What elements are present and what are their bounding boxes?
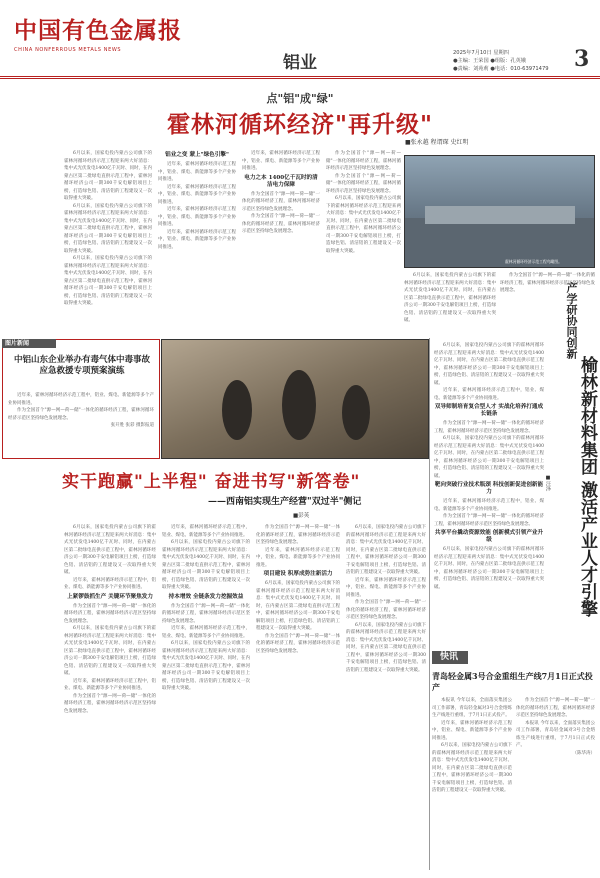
feature-byline: ■彭英 — [293, 513, 310, 519]
feature-paragraph: 6月以来，国家电投内蒙古公司旗下的霍林河循环经济示范工程迎来两大好消息：集中式光伏发电1400亿千瓦时、同时，在内蒙古区第二批绿电直供示范工程中，霍林河循环经济公司一期300千安电解铝项目上榜，打造绿色铝、清洁铝的工程建设又一次取得重大突破。 — [256, 581, 340, 631]
contact-line: ●责编：刘苑莉 ●电话：010-63971479 — [453, 66, 549, 72]
feature-paragraph: 6月以来，国家电投内蒙古公司旗下的霍林河循环经济示范工程迎来两大好消息：集中式光伏发电1400亿千瓦时、同时，在内蒙古区第二批绿电直供示范工程中，霍林河循环经济公司一期300千安电解铝项目上榜，打造绿色铝、清洁铝的工程建设又一次取得重大突破。 — [162, 641, 250, 691]
right-story-paragraph: 6月以来，国家电投内蒙古公司旗下的霍林河循环经济示范工程迎来两大好消息：集中式光伏发电1400亿千瓦时、同时，在内蒙古区第二批绿电直供示范工程中，霍林河循环经济公司一期300千安电解铝项目上榜，打造绿色铝、清洁铝的工程建设又一次取得重大突破。 — [434, 547, 544, 590]
right-story-paragraph: 作为全国首个"源—网—荷—储"一体化的循环经济工程，霍林河循环经济示范区坚持绿色发展理念。 — [434, 514, 544, 527]
lead-column-6 — [500, 272, 595, 334]
feature-subtitle: ——西南铝实现生产经营"双过半"侧记 — [208, 497, 362, 507]
lead-paragraph: 作为全国首个"源—网—荷—储"一体化的循环经济工程，霍林河循环经济示范区坚持绿色发展理念。 — [326, 151, 401, 171]
quick-news-headline: 青岛轻金属3号合金重组生产线7月1日正式投产 — [432, 671, 593, 692]
lead-paragraph: 6月以来，国家电投内蒙古公司旗下的霍林河循环经济示范工程迎来两大好消息：集中式光伏发电1400亿千瓦时、同时，在内蒙古区第二批绿电直供示范工程中，霍林河循环经济公司一期300千安电解铝项目上榜，打造绿色铝、清洁铝的工程建设又一次取得重大突破。 — [404, 273, 496, 323]
lead-paragraph: 近年来，霍林河循环经济示范工程中，铝业、煤电、新能源等多个产业协同推进。 — [158, 207, 236, 227]
side-story-body — [8, 392, 154, 456]
lead-paragraph: 作为全国首个"源—网—荷—储"一体化的循环经济工程，霍林河循环经济示范区坚持绿色发展理念。 — [500, 273, 595, 293]
quick-news-column-1 — [432, 697, 512, 867]
newspaper-name-en: CHINA NONFERROUS METALS NEWS — [14, 47, 122, 53]
feature-paragraph: 作为全国首个"源—网—荷—储"一体化的循环经济工程，霍林河循环经济示范区坚持绿色发展理念。 — [256, 525, 340, 545]
column-rule — [429, 338, 430, 870]
feature-paragraph: 6月以来，国家电投内蒙古公司旗下的霍林河循环经济示范工程迎来两大好消息：集中式光伏发电1400亿千瓦时、同时，在内蒙古区第二批绿电直供示范工程中，霍林河循环经济公司一期300千安电解铝项目上榜，打造绿色铝、清洁铝的工程建设又一次取得重大突破。 — [346, 525, 426, 575]
lead-paragraph: 近年来，霍林河循环经济示范工程中，铝业、煤电、新能源等多个产业协同推进。 — [158, 184, 236, 205]
side-story-paragraph: 作为全国首个"源—网—荷—储"一体化的循环经济工程，霍林河循环经济示范区坚持绿色发展理念。 — [8, 408, 154, 421]
header-divider-2 — [0, 78, 600, 79]
right-story-paragraph: 近年来，霍林河循环经济示范工程中，铝业、煤电、新能源等多个产业协同推进。 — [434, 499, 544, 512]
side-story-title: 中铝山东企业举办有毒气体中毒事故应急救援专项预案演练 — [13, 355, 150, 376]
person-figure — [282, 370, 316, 440]
quick-news-paragraph: 6月以来，国家电投内蒙古公司旗下的霍林河循环经济示范工程迎来两大好消息：集中式光伏发电1400亿千瓦时、同时，在内蒙古区第二批绿电直供示范工程中，霍林河循环经济公司一期300千安电解铝项目上榜，打造绿色铝、清洁铝的工程建设又一次取得重大突破。 — [432, 743, 512, 793]
newspaper-logo — [14, 12, 182, 53]
right-story-kicker: 产学研协同创新 — [565, 282, 578, 359]
quick-news-paragraph: 本报讯 今年以来，全面落实集团公司工作部署，青岛轻金属对3号合金熔炼生产线进行重组，于7月1日正式投产。 — [516, 720, 595, 748]
feature-paragraph: 近年来，霍林河循环经济示范工程中，铝业、煤电、新能源等多个产业协同推进。 — [64, 577, 156, 590]
quick-news-paragraph: 近年来，霍林河循环经济示范工程中，铝业、煤电、新能源等多个产业协同推进。 — [432, 720, 512, 741]
lead-headline: 霍林河循环经济"再升级" — [167, 111, 433, 138]
feature-column-2 — [162, 524, 250, 870]
feature-column-4 — [346, 524, 426, 870]
lead-paragraph: 作为全国首个"源—网—荷—储"一体化的循环经济工程，霍林河循环经济示范区坚持绿色发展理念。 — [242, 214, 320, 234]
lead-paragraph: 6月以来，国家电投内蒙古公司旗下的霍林河循环经济示范工程迎来两大好消息：集中式光伏发电1400亿千瓦时、同时，在内蒙古区第二批绿电直供示范工程中，霍林河循环经济公司一期300千安电解铝项目上榜，打造绿色铝、清洁铝的工程建设又一次取得重大突破。 — [64, 256, 152, 306]
lead-paragraph: 近年来，霍林河循环经济示范工程中，铝业、煤电、新能源等多个产业协同推进。 — [158, 229, 236, 250]
feature-paragraph: 6月以来，国家电投内蒙古公司旗下的霍林河循环经济示范工程迎来两大好消息：集中式光伏发电1400亿千瓦时、同时，在内蒙古区第二批绿电直供示范工程中，霍林河循环经济公司一期300千安电解铝项目上榜，打造绿色铝、清洁铝的工程建设又一次取得重大突破。 — [162, 540, 250, 590]
right-story-subhead: 靶向突破行业技术瓶颈 科技创新促进创新能力 — [434, 482, 544, 495]
lead-paragraph: 近年来，霍林河循环经济示范工程中，铝业、煤电、新能源等多个产业协同推进。 — [158, 162, 236, 182]
lead-column-3 — [242, 150, 320, 332]
feature-column-1 — [64, 524, 156, 870]
issue-date: 2025年7月10日 星期四 — [453, 50, 509, 56]
lead-photo-caption: 霍林河循环经济示范工程鸟瞰图。 — [505, 259, 562, 264]
lead-subhead: 电力之本 1400亿千瓦时的清洁电力保障 — [244, 174, 318, 188]
right-story-subhead: 双导师制培育复合型人才 实战化培养打通成长链条 — [434, 404, 544, 417]
feature-paragraph: 作为全国首个"源—网—荷—储"一体化的循环经济工程，霍林河循环经济示范区坚持绿色发展理念。 — [64, 603, 156, 624]
lead-column-1 — [64, 150, 152, 332]
person-figure — [342, 385, 370, 440]
quick-news-paragraph: 本报讯 今年以来，全面落实集团公司工作部署，青岛轻金属对3号合金熔炼生产线进行重组，于7月1日正式投产。 — [432, 698, 512, 718]
lead-column-5 — [404, 272, 496, 334]
lead-paragraph: 6月以来，国家电投内蒙古公司旗下的霍林河循环经济示范工程迎来两大好消息：集中式光伏发电1400亿千瓦时、同时，在内蒙古区第二批绿电直供示范工程中，霍林河循环经济公司一期300千安电解铝项目上榜，打造绿色铝、清洁铝的工程建设又一次取得重大突破。 — [326, 196, 401, 254]
lead-photo-plant — [425, 206, 575, 224]
right-story-body — [434, 342, 544, 644]
feature-paragraph: 6月以来，国家电投内蒙古公司旗下的霍林河循环经济示范工程迎来两大好消息：集中式光伏发电1400亿千瓦时、同时，在内蒙古区第二批绿电直供示范工程中，霍林河循环经济公司一期300千安电解铝项目上榜，打造绿色铝、清洁铝的工程建设又一次取得重大突破。 — [346, 622, 426, 673]
section-title: 铝业 — [283, 53, 317, 73]
person-figure — [222, 380, 252, 440]
right-story-paragraph: 6月以来，国家电投内蒙古公司旗下的霍林河循环经济示范工程迎来两大好消息：集中式光伏发电1400亿千瓦时、同时，在内蒙古区第二批绿电直供示范工程中，霍林河循环经济公司一期300千安电解铝项目上榜，打造绿色铝、清洁铝的工程建设又一次取得重大突破。 — [434, 436, 544, 479]
lead-column-2 — [158, 150, 236, 332]
right-story-paragraph: 作为全国首个"源—网—荷—储"一体化的循环经济工程，霍林河循环经济示范区坚持绿色发展理念。 — [434, 421, 544, 434]
lead-subhead: 铝业之变 蒙上"绿色引擎" — [165, 152, 229, 158]
right-story-paragraph: 6月以来，国家电投内蒙古公司旗下的霍林河循环经济示范工程迎来两大好消息：集中式光伏发电1400亿千瓦时、同时，在内蒙古区第二批绿电直供示范工程中，霍林河循环经济公司一期300千安电解铝项目上榜，打造绿色铝、清洁铝的工程建设又一次取得重大突破。 — [434, 343, 544, 386]
page-number: 3 — [574, 46, 590, 72]
lead-column-4 — [326, 150, 401, 332]
editor-line: ●主编：王荣国 ●组版：孔英娥 — [453, 58, 526, 64]
feature-paragraph: 近年来，霍林河循环经济示范工程中，铝业、煤电、新能源等多个产业协同推进。 — [64, 678, 156, 691]
lead-photo — [404, 155, 595, 268]
feature-column-3 — [256, 524, 340, 870]
feature-paragraph: 作为全国首个"源—网—荷—储"一体化的循环经济工程，霍林河循环经济示范区坚持绿色发展理念。 — [64, 693, 156, 714]
lead-paragraph: 6月以来，国家电投内蒙古公司旗下的霍林河循环经济示范工程迎来两大好消息：集中式光伏发电1400亿千瓦时、同时，在内蒙古区第二批绿电直供示范工程中，霍林河循环经济公司一期300千安电解铝项目上榜，打造绿色铝、清洁铝的工程建设又一次取得重大突破。 — [64, 203, 152, 254]
feature-headline: 实干跑赢"上半程" 奋进书写"新答卷" — [62, 472, 361, 492]
lead-paragraph: 6月以来，国家电投内蒙古公司旗下的霍林河循环经济示范工程迎来两大好消息：集中式光伏发电1400亿千瓦时、同时，在内蒙古区第二批绿电直供示范工程中，霍林河循环经济公司一期300千安电解铝项目上榜，打造绿色铝、清洁铝的工程建设又一次取得重大突破。 — [64, 151, 152, 201]
right-story-byline: ■汪泽 — [545, 475, 551, 491]
quick-news-paragraph: 作为全国首个"源—网—荷—储"一体化的循环经济工程，霍林河循环经济示范区坚持绿色发展理念。 — [516, 698, 595, 718]
feature-paragraph: 近年来，霍林河循环经济示范工程中，铝业、煤电、新能源等多个产业协同推进。 — [256, 547, 340, 568]
page-info — [453, 49, 549, 73]
feature-subhead: 持本增效 全链条发力挖掘效益 — [168, 593, 244, 600]
right-story-subhead: 共享平台撬动资源效能 创新模式引领产业升级 — [434, 530, 544, 543]
feature-paragraph: 6月以来，国家电投内蒙古公司旗下的霍林河循环经济示范工程迎来两大好消息：集中式光伏发电1400亿千瓦时、同时，在内蒙古区第二批绿电直供示范工程中，霍林河循环经济公司一期300千安电解铝项目上榜，打造绿色铝、清洁铝的工程建设又一次取得重大突破。 — [64, 626, 156, 676]
feature-paragraph: 近年来，霍林河循环经济示范工程中，铝业、煤电、新能源等多个产业协同推进。 — [346, 577, 426, 598]
feature-subhead: 项目建设 积厚成势注新活力 — [263, 571, 333, 577]
drill-photo — [161, 339, 429, 459]
right-story-paragraph: 近年来，霍林河循环经济示范工程中，铝业、煤电、新能源等多个产业协同推进。 — [434, 388, 544, 401]
feature-subhead: 上紧锣鼓抓生产 关键环节聚焦发力 — [67, 593, 153, 600]
feature-paragraph: 近年来，霍林河循环经济示范工程中，铝业、煤电、新能源等多个产业协同推进。 — [162, 525, 250, 538]
feature-paragraph: 作为全国首个"源—网—荷—储"一体化的循环经济工程，霍林河循环经济示范区坚持绿色发展理念。 — [162, 603, 250, 624]
picture-news-tag: 图片新闻 — [2, 339, 56, 348]
quick-news-tag: 快讯 — [432, 651, 468, 664]
feature-paragraph: 作为全国首个"源—网—荷—储"一体化的循环经济工程，霍林河循环经济示范区坚持绿色发展理念。 — [346, 600, 426, 620]
masthead — [0, 0, 600, 73]
side-story-paragraph: 近年来，霍林河循环经济示范工程中，铝业、煤电、新能源等多个产业协同推进。 — [8, 393, 154, 406]
lead-byline: ■张永越 程谓琛 史红明 — [405, 139, 469, 146]
feature-paragraph: 6月以来，国家电投内蒙古公司旗下的霍林河循环经济示范工程迎来两大好消息：集中式光伏发电1400亿千瓦时、同时，在内蒙古区第二批绿电直供示范工程中，霍林河循环经济公司一期300千安电解铝项目上榜，打造绿色铝、清洁铝的工程建设又一次取得重大突破。 — [64, 525, 156, 575]
quick-news-byline: （陈华涛） — [572, 750, 595, 756]
lead-photo-ground — [405, 218, 595, 268]
lead-paragraph: 作为全国首个"源—网—荷—储"一体化的循环经济工程，霍林河循环经济示范区坚持绿色发展理念。 — [326, 173, 401, 194]
feature-paragraph: 近年来，霍林河循环经济示范工程中，铝业、煤电、新能源等多个产业协同推进。 — [162, 626, 250, 639]
feature-paragraph: 作为全国首个"源—网—荷—储"一体化的循环经济工程，霍林河循环经济示范区坚持绿色发展理念。 — [256, 633, 340, 654]
quick-news-column-2 — [516, 697, 595, 867]
lead-kicker: 点"铝"成"绿" — [266, 92, 334, 105]
newspaper-name: 中国有色金属报 — [14, 17, 182, 44]
header-divider — [0, 76, 600, 77]
right-story-title: 榆林新材料集团 激活产业人才引擎 — [577, 356, 597, 617]
side-story-byline: 张开胜 张彩 摄影报道 — [110, 423, 154, 428]
lead-paragraph: 作为全国首个"源—网—荷—储"一体化的循环经济工程，霍林河循环经济示范区坚持绿色发展理念。 — [242, 191, 320, 212]
lead-paragraph: 近年来，霍林河循环经济示范工程中，铝业、煤电、新能源等多个产业协同推进。 — [242, 151, 320, 171]
